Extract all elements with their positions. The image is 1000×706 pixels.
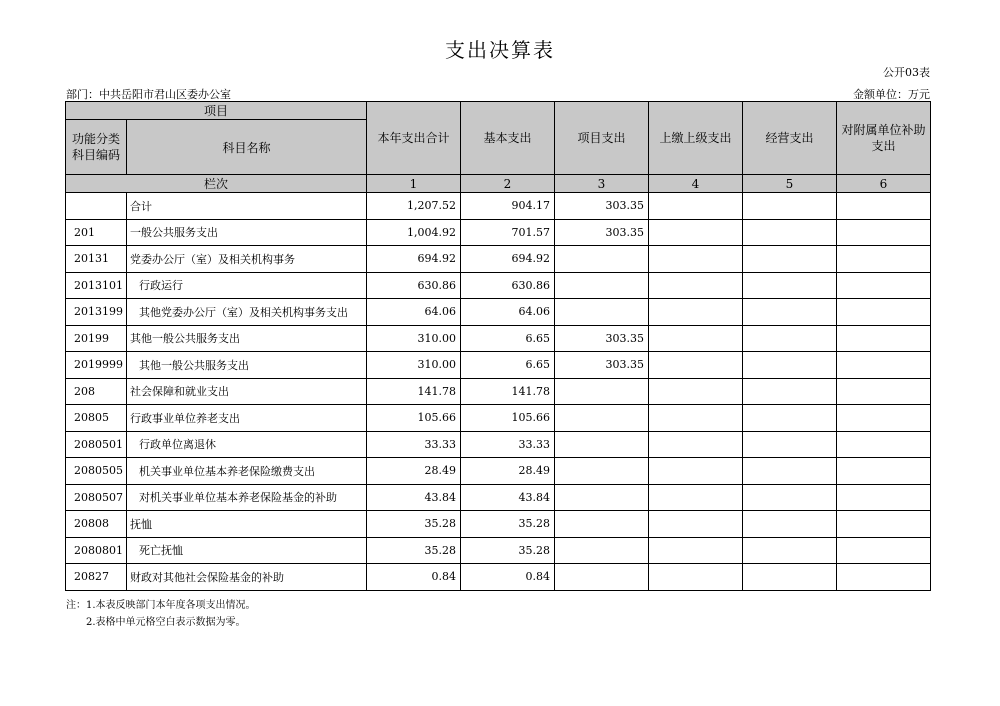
notes: [66, 597, 256, 631]
cell-upper: [649, 246, 743, 273]
cell-total: 35.28: [367, 537, 461, 564]
table-row: [66, 564, 931, 591]
cell-subsidy: [837, 352, 931, 379]
cell-project: [555, 378, 649, 405]
cell-business: [743, 484, 837, 511]
cell-business: [743, 564, 837, 591]
cell-name: 死亡抚恤: [127, 537, 367, 564]
cell-code: 20808: [66, 511, 127, 538]
col-num: 2: [461, 175, 555, 193]
cell-business: [743, 431, 837, 458]
cell-name: 财政对其他社会保险基金的补助: [127, 564, 367, 591]
table-row: [66, 219, 931, 246]
cell-subsidy: [837, 564, 931, 591]
cell-code: 2080501: [66, 431, 127, 458]
col-num: 5: [743, 175, 837, 193]
cell-subsidy: [837, 537, 931, 564]
cell-upper: [649, 325, 743, 352]
cell-basic: 28.49: [461, 458, 555, 485]
cell-basic: 35.28: [461, 537, 555, 564]
cell-total: 33.33: [367, 431, 461, 458]
header-subsidy: 对附属单位补助支出: [837, 102, 931, 175]
col-num: 3: [555, 175, 649, 193]
note-line: 注：1.本表反映部门本年度各项支出情况。: [66, 600, 256, 611]
cell-business: [743, 219, 837, 246]
header-item: 项目: [66, 102, 367, 120]
cell-business: [743, 511, 837, 538]
cell-upper: [649, 405, 743, 432]
table-row: [66, 378, 931, 405]
cell-upper: [649, 484, 743, 511]
table-row: [66, 246, 931, 273]
cell-upper: [649, 378, 743, 405]
cell-basic: 904.17: [461, 193, 555, 220]
cell-business: [743, 352, 837, 379]
table-row: [66, 484, 931, 511]
cell-subsidy: [837, 219, 931, 246]
table-row: [66, 458, 931, 485]
unit-label: 金额单位：万元: [853, 88, 930, 101]
form-number: 公开03表: [883, 66, 930, 79]
cell-basic: 35.28: [461, 511, 555, 538]
col-num: 1: [367, 175, 461, 193]
cell-name: 其他党委办公厅（室）及相关机构事务支出: [127, 299, 367, 326]
cell-total: 64.06: [367, 299, 461, 326]
cell-name: 行政运行: [127, 272, 367, 299]
cell-code: 20199: [66, 325, 127, 352]
cell-business: [743, 458, 837, 485]
cell-total: 35.28: [367, 511, 461, 538]
cell-name: 一般公共服务支出: [127, 219, 367, 246]
cell-total: 1,207.52: [367, 193, 461, 220]
cell-business: [743, 272, 837, 299]
header-project: 项目支出: [555, 102, 649, 175]
header-business: 经营支出: [743, 102, 837, 175]
cell-subsidy: [837, 193, 931, 220]
cell-name: 抚恤: [127, 511, 367, 538]
cell-upper: [649, 352, 743, 379]
cell-name: 合计: [127, 193, 367, 220]
cell-code: 2013199: [66, 299, 127, 326]
cell-upper: [649, 193, 743, 220]
cell-total: 310.00: [367, 352, 461, 379]
cell-subsidy: [837, 431, 931, 458]
cell-basic: 694.92: [461, 246, 555, 273]
cell-project: [555, 272, 649, 299]
cell-code: 2080505: [66, 458, 127, 485]
cell-basic: 0.84: [461, 564, 555, 591]
cell-upper: [649, 537, 743, 564]
cell-code: 20131: [66, 246, 127, 273]
cell-total: 105.66: [367, 405, 461, 432]
cell-upper: [649, 299, 743, 326]
page-title: 支出决算表: [445, 38, 555, 62]
cell-total: 0.84: [367, 564, 461, 591]
cell-project: 303.35: [555, 193, 649, 220]
cell-project: 303.35: [555, 219, 649, 246]
cell-name: 其他一般公共服务支出: [127, 352, 367, 379]
col-num: 6: [837, 175, 931, 193]
cell-name: 对机关事业单位基本养老保险基金的补助: [127, 484, 367, 511]
cell-code: 20827: [66, 564, 127, 591]
cell-code: 20805: [66, 405, 127, 432]
cell-basic: 43.84: [461, 484, 555, 511]
cell-business: [743, 325, 837, 352]
table-row: [66, 352, 931, 379]
cell-subsidy: [837, 405, 931, 432]
cell-name: 社会保障和就业支出: [127, 378, 367, 405]
cell-upper: [649, 272, 743, 299]
cell-name: 行政事业单位养老支出: [127, 405, 367, 432]
header-total: 本年支出合计: [367, 102, 461, 175]
cell-upper: [649, 219, 743, 246]
cell-code: 201: [66, 219, 127, 246]
table-row: [66, 272, 931, 299]
cell-project: [555, 511, 649, 538]
header-upper: 上缴上级支出: [649, 102, 743, 175]
cell-total: 1,004.92: [367, 219, 461, 246]
cell-code: 2013101: [66, 272, 127, 299]
cell-name: 其他一般公共服务支出: [127, 325, 367, 352]
note-line: 2.表格中单元格空白表示数据为零。: [86, 617, 246, 628]
cell-upper: [649, 511, 743, 538]
cell-subsidy: [837, 325, 931, 352]
cell-name: 行政单位离退休: [127, 431, 367, 458]
cell-project: [555, 458, 649, 485]
cell-total: 43.84: [367, 484, 461, 511]
cell-business: [743, 537, 837, 564]
cell-upper: [649, 458, 743, 485]
header-name: 科目名称: [127, 120, 367, 175]
cell-project: [555, 246, 649, 273]
cell-subsidy: [837, 299, 931, 326]
cell-subsidy: [837, 484, 931, 511]
cell-subsidy: [837, 378, 931, 405]
cell-project: [555, 537, 649, 564]
expenditure-table: [65, 101, 931, 591]
cell-project: [555, 299, 649, 326]
cell-basic: 141.78: [461, 378, 555, 405]
cell-name: 党委办公厅（室）及相关机构事务: [127, 246, 367, 273]
header-col-label: 栏次: [66, 175, 367, 193]
cell-project: [555, 484, 649, 511]
department-label: 部门：中共岳阳市君山区委办公室: [66, 88, 231, 101]
cell-total: 694.92: [367, 246, 461, 273]
cell-project: [555, 431, 649, 458]
cell-basic: 105.66: [461, 405, 555, 432]
table-row: [66, 537, 931, 564]
cell-total: 28.49: [367, 458, 461, 485]
cell-project: [555, 405, 649, 432]
table-row: [66, 431, 931, 458]
cell-total: 141.78: [367, 378, 461, 405]
cell-total: 310.00: [367, 325, 461, 352]
table-row: [66, 193, 931, 220]
cell-basic: 6.65: [461, 352, 555, 379]
cell-project: [555, 564, 649, 591]
cell-code: 2019999: [66, 352, 127, 379]
cell-subsidy: [837, 272, 931, 299]
cell-name: 机关事业单位基本养老保险缴费支出: [127, 458, 367, 485]
cell-business: [743, 193, 837, 220]
cell-basic: 33.33: [461, 431, 555, 458]
col-num: 4: [649, 175, 743, 193]
cell-code: [66, 193, 127, 220]
cell-upper: [649, 564, 743, 591]
table-row: [66, 325, 931, 352]
cell-basic: 6.65: [461, 325, 555, 352]
cell-code: 2080801: [66, 537, 127, 564]
cell-subsidy: [837, 246, 931, 273]
cell-subsidy: [837, 511, 931, 538]
cell-subsidy: [837, 458, 931, 485]
header-code: 功能分类科目编码: [66, 120, 127, 175]
cell-business: [743, 299, 837, 326]
cell-basic: 701.57: [461, 219, 555, 246]
cell-code: 208: [66, 378, 127, 405]
table-row: [66, 405, 931, 432]
cell-project: 303.35: [555, 352, 649, 379]
cell-business: [743, 378, 837, 405]
cell-basic: 630.86: [461, 272, 555, 299]
cell-project: 303.35: [555, 325, 649, 352]
cell-code: 2080507: [66, 484, 127, 511]
cell-total: 630.86: [367, 272, 461, 299]
cell-basic: 64.06: [461, 299, 555, 326]
table-row: [66, 299, 931, 326]
header-basic: 基本支出: [461, 102, 555, 175]
cell-business: [743, 405, 837, 432]
cell-upper: [649, 431, 743, 458]
cell-business: [743, 246, 837, 273]
table-row: [66, 511, 931, 538]
